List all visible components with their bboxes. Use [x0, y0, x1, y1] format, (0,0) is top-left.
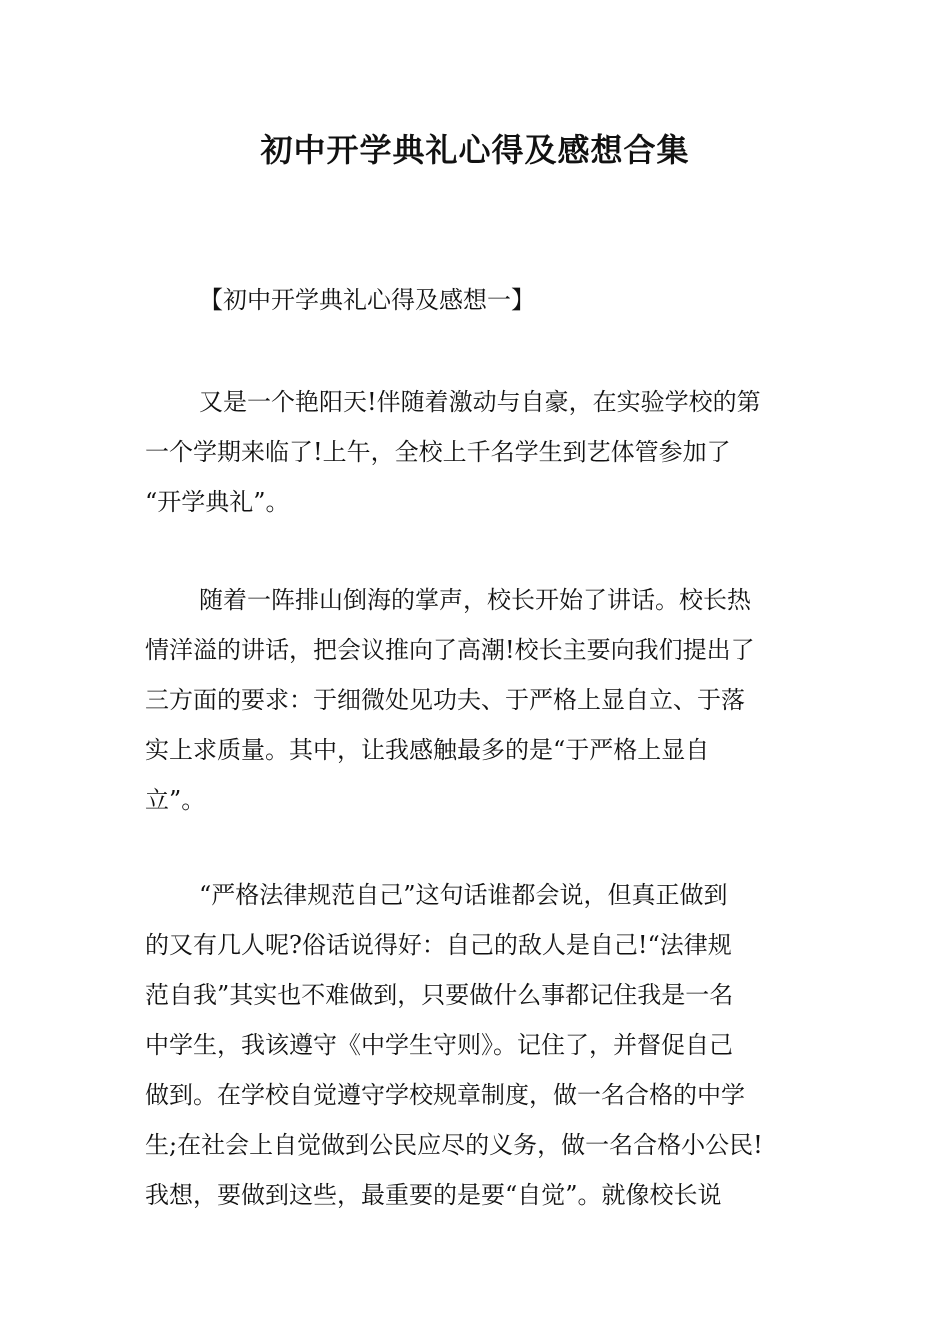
- paragraph-line: 情洋溢的讲话，把会议推向了高潮!校长主要向我们提出了: [145, 636, 755, 664]
- paragraph-line: “开学典礼”。: [145, 488, 290, 516]
- paragraph-line: “严格法律规范自己”这句话谁都会说，但真正做到: [199, 881, 728, 909]
- paragraph-line: 范自我”其实也不难做到，只要做什么事都记住我是一名: [145, 981, 734, 1009]
- paragraph-line: 又是一个艳阳天!伴随着激动与自豪，在实验学校的第: [199, 388, 761, 416]
- paragraph-line: 生;在社会上自觉做到公民应尽的义务，做一名合格小公民!: [145, 1131, 763, 1159]
- document-title: 初中开学典礼心得及感想合集: [260, 131, 690, 169]
- paragraph-line: 三方面的要求：于细微处见功夫、于严格上显自立、于落: [145, 686, 745, 714]
- paragraph-2: [145, 575, 810, 825]
- paragraph-line: 中学生，我该遵守《中学生守则》。记住了，并督促自己: [145, 1031, 733, 1059]
- paragraph-1: [145, 377, 810, 527]
- paragraph-line: 立”。: [145, 786, 206, 814]
- paragraph-line: 的又有几人呢?俗话说得好：自己的敌人是自己!“法律规: [145, 931, 732, 959]
- paragraph-line: 随着一阵排山倒海的掌声，校长开始了讲话。校长热: [199, 586, 751, 614]
- paragraph-line: 做到。在学校自觉遵守学校规章制度，做一名合格的中学: [145, 1081, 745, 1109]
- paragraph-line: 实上求质量。其中，让我感触最多的是“于严格上显自: [145, 736, 710, 764]
- section-heading: 【初中开学典礼心得及感想一】: [199, 286, 535, 314]
- paragraph-line: 一个学期来临了!上午，全校上千名学生到艺体管参加了: [145, 438, 731, 466]
- paragraph-line: 我想，要做到这些，最重要的是要“自觉”。就像校长说: [145, 1181, 722, 1209]
- paragraph-3: [145, 870, 810, 1220]
